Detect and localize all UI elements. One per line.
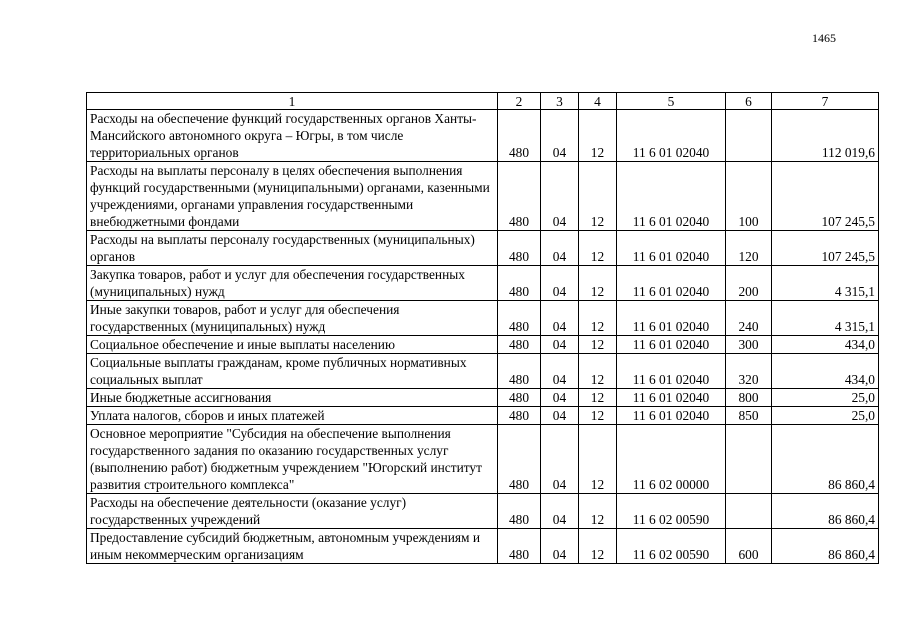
cell-subsection-code: 12 [579,162,617,231]
cell-amount: 86 860,4 [772,529,879,564]
cell-section-code: 04 [541,494,579,529]
cell-subsection-code: 12 [579,266,617,301]
cell-amount: 434,0 [772,336,879,354]
cell-item-name: Расходы на обеспечение функций государственных органов Ханты-Мансийского автономного округа – Югры, в том числе территориальных органов [87,110,498,162]
cell-target-article-code: 11 6 02 00590 [617,529,726,564]
cell-ministry-code: 480 [498,301,541,336]
cell-section-code: 04 [541,162,579,231]
cell-amount: 434,0 [772,354,879,389]
cell-expense-type-code [726,110,772,162]
cell-target-article-code: 11 6 01 02040 [617,162,726,231]
cell-expense-type-code: 800 [726,389,772,407]
cell-expense-type-code: 240 [726,301,772,336]
cell-expense-type-code: 300 [726,336,772,354]
cell-target-article-code: 11 6 01 02040 [617,354,726,389]
cell-section-code: 04 [541,301,579,336]
cell-section-code: 04 [541,425,579,494]
cell-section-code: 04 [541,231,579,266]
cell-ministry-code: 480 [498,354,541,389]
cell-item-name: Уплата налогов, сборов и иных платежей [87,407,498,425]
cell-ministry-code: 480 [498,336,541,354]
cell-subsection-code: 12 [579,336,617,354]
cell-section-code: 04 [541,354,579,389]
budget-table [86,92,879,564]
cell-ministry-code: 480 [498,389,541,407]
cell-subsection-code: 12 [579,301,617,336]
cell-expense-type-code: 120 [726,231,772,266]
cell-expense-type-code: 100 [726,162,772,231]
table-row [87,494,879,529]
cell-section-code: 04 [541,389,579,407]
column-header: 3 [541,93,579,110]
cell-item-name: Расходы на выплаты персоналу в целях обеспечения выполнения функций государственными (муниципальными) органами, казенными учреждениями, органами управления государственными внебюджетными фондами [87,162,498,231]
table-row [87,231,879,266]
cell-item-name: Расходы на выплаты персоналу государственных (муниципальных) органов [87,231,498,266]
cell-expense-type-code [726,425,772,494]
table-row [87,389,879,407]
cell-expense-type-code [726,494,772,529]
cell-section-code: 04 [541,266,579,301]
cell-item-name: Социальные выплаты гражданам, кроме публичных нормативных социальных выплат [87,354,498,389]
cell-item-name: Иные закупки товаров, работ и услуг для обеспечения государственных (муниципальных) нужд [87,301,498,336]
cell-section-code: 04 [541,407,579,425]
cell-target-article-code: 11 6 01 02040 [617,301,726,336]
cell-section-code: 04 [541,336,579,354]
cell-target-article-code: 11 6 02 00000 [617,425,726,494]
cell-ministry-code: 480 [498,110,541,162]
cell-ministry-code: 480 [498,529,541,564]
cell-amount: 25,0 [772,407,879,425]
cell-amount: 107 245,5 [772,162,879,231]
cell-target-article-code: 11 6 02 00590 [617,494,726,529]
cell-amount: 25,0 [772,389,879,407]
cell-subsection-code: 12 [579,425,617,494]
cell-expense-type-code: 200 [726,266,772,301]
page-number: 1465 [812,31,836,45]
cell-target-article-code: 11 6 01 02040 [617,389,726,407]
column-header: 1 [87,93,498,110]
cell-item-name: Расходы на обеспечение деятельности (оказание услуг) государственных учреждений [87,494,498,529]
column-header: 2 [498,93,541,110]
table-row [87,354,879,389]
table-row [87,110,879,162]
cell-subsection-code: 12 [579,494,617,529]
cell-amount: 86 860,4 [772,494,879,529]
cell-subsection-code: 12 [579,407,617,425]
cell-amount: 4 315,1 [772,301,879,336]
cell-ministry-code: 480 [498,425,541,494]
cell-subsection-code: 12 [579,231,617,266]
table-header-row [87,93,879,110]
cell-item-name: Закупка товаров, работ и услуг для обеспечения государственных (муниципальных) нужд [87,266,498,301]
cell-target-article-code: 11 6 01 02040 [617,407,726,425]
cell-amount: 4 315,1 [772,266,879,301]
cell-subsection-code: 12 [579,529,617,564]
cell-item-name: Иные бюджетные ассигнования [87,389,498,407]
cell-subsection-code: 12 [579,110,617,162]
cell-ministry-code: 480 [498,407,541,425]
cell-target-article-code: 11 6 01 02040 [617,110,726,162]
table-row [87,266,879,301]
table-row [87,301,879,336]
cell-item-name: Социальное обеспечение и иные выплаты населению [87,336,498,354]
cell-target-article-code: 11 6 01 02040 [617,266,726,301]
cell-ministry-code: 480 [498,162,541,231]
cell-expense-type-code: 320 [726,354,772,389]
table-row [87,529,879,564]
table-row [87,425,879,494]
cell-target-article-code: 11 6 01 02040 [617,336,726,354]
cell-section-code: 04 [541,110,579,162]
cell-ministry-code: 480 [498,231,541,266]
cell-expense-type-code: 600 [726,529,772,564]
column-header: 6 [726,93,772,110]
cell-ministry-code: 480 [498,266,541,301]
cell-ministry-code: 480 [498,494,541,529]
cell-item-name: Основное мероприятие "Субсидия на обеспечение выполнения государственного задания по оказанию государственных услуг (выполнению работ) бюджетным учреждением "Югорский институт развития строительного комплекса" [87,425,498,494]
cell-expense-type-code: 850 [726,407,772,425]
column-header: 7 [772,93,879,110]
table-row [87,162,879,231]
cell-amount: 107 245,5 [772,231,879,266]
table-row [87,336,879,354]
cell-section-code: 04 [541,529,579,564]
column-header: 4 [579,93,617,110]
cell-amount: 86 860,4 [772,425,879,494]
table-row [87,407,879,425]
column-header: 5 [617,93,726,110]
cell-amount: 112 019,6 [772,110,879,162]
cell-item-name: Предоставление субсидий бюджетным, автономным учреждениям и иным некоммерческим организациям [87,529,498,564]
cell-subsection-code: 12 [579,354,617,389]
cell-target-article-code: 11 6 01 02040 [617,231,726,266]
cell-subsection-code: 12 [579,389,617,407]
